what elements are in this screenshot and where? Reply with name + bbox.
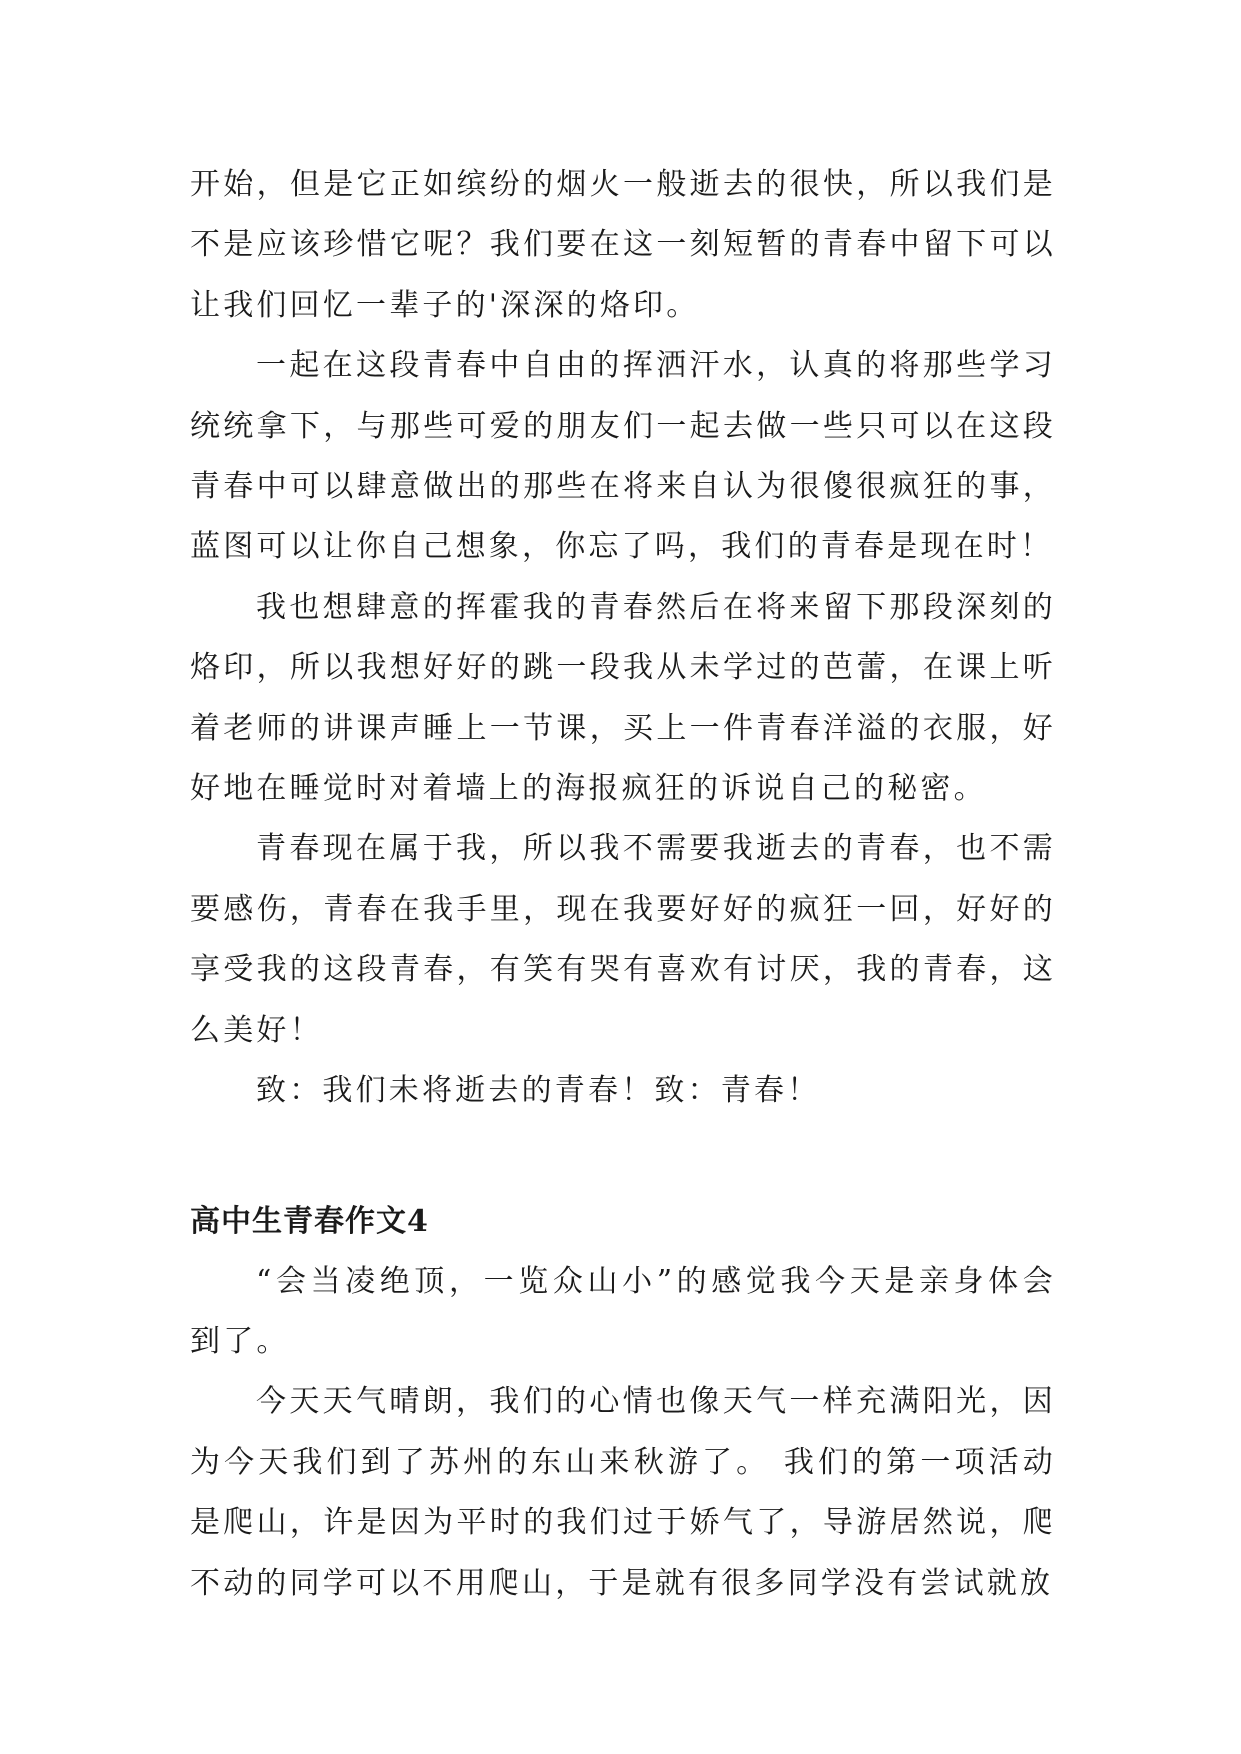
paragraph-2: 一起在这段青春中自由的挥洒汗水，认真的将那些学习统统拿下，与那些可爱的朋友们一起去做一些只可以在这段青春中可以肆意做出的那些在将来自认为很傻很疯狂的事，蓝图可以让你自己想象，你忘了吗，我们的青春是现在时！ — [190, 348, 1056, 565]
paragraph-4: 青春现在属于我，所以我不需要我逝去的青春，也不需要感伤，青春在我手里，现在我要好好的疯狂一回，好好的享受我的这段青春，有笑有哭有喜欢有讨厌，我的青春，这么美好！ — [190, 831, 1056, 1048]
section-heading: 高中生青春作文4 — [190, 1203, 429, 1239]
paragraph-6: “会当凌绝顶，一览众山小”的感觉我今天是亲身体会到了。 — [190, 1263, 1056, 1359]
document-body — [190, 155, 1056, 1614]
paragraph-3: 我也想肆意的挥霍我的青春然后在将来留下那段深刻的烙印，所以我想好好的跳一段我从未学过的芭蕾，在课上听着老师的讲课声睡上一节课，买上一件青春洋溢的衣服，好好地在睡觉时对着墙上的海报疯狂的诉说自己的秘密。 — [190, 589, 1056, 807]
section-spacer — [190, 1122, 1056, 1192]
paragraph-7: 今天天气晴朗，我们的心情也像天气一样充满阳光，因为今天我们到了苏州的东山来秋游了。 我们的第一项活动是爬山，许是因为平时的我们过于娇气了，导游居然说，爬不动的同学可以不用爬山，于是就有很多同学没有尝试就放 — [190, 1384, 1056, 1601]
paragraph-5: 致：我们未将逝去的青春！致：青春！ — [256, 1073, 821, 1109]
paragraph-1: 开始，但是它正如缤纷的烟火一般逝去的很快，所以我们是不是应该珍惜它呢？我们要在这一刻短暂的青春中留下可以让我们回忆一辈子的'深深的烙印。 — [190, 167, 1056, 323]
